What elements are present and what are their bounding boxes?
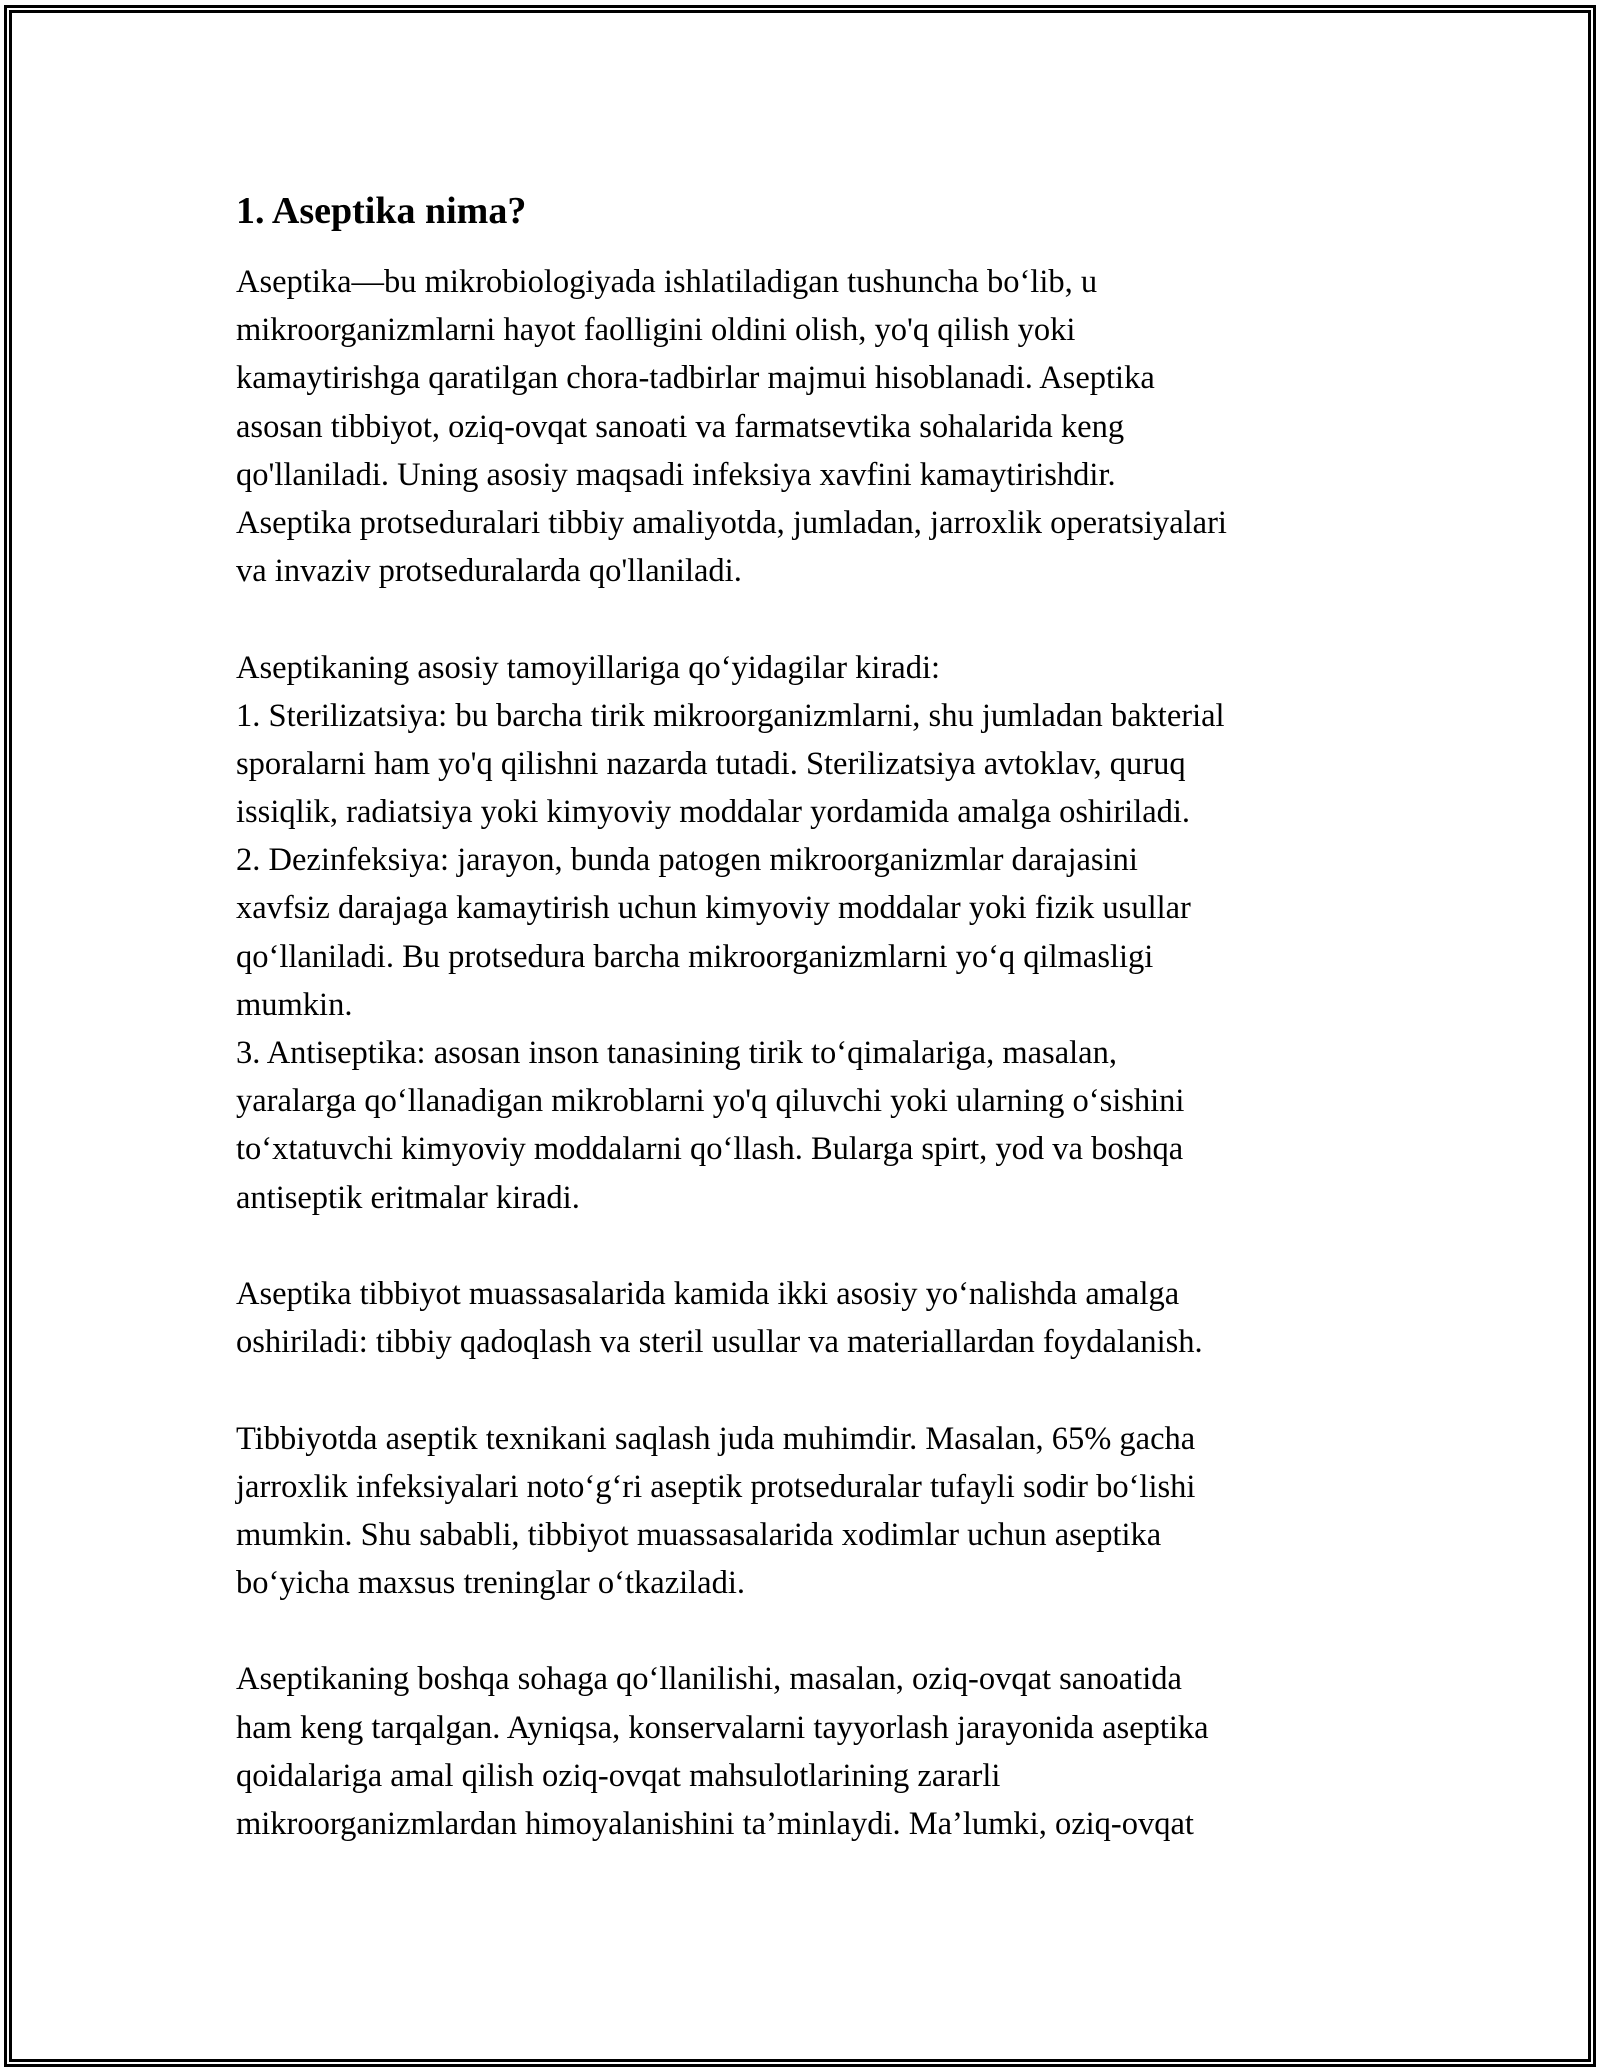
text-line: sporalarni ham yo'q qilishni nazarda tutadi. Sterilizatsiya avtoklav, quruq — [236, 745, 1186, 782]
paragraph-spacer — [236, 1222, 1366, 1270]
paragraph-definition — [236, 258, 1366, 595]
text-line: Aseptikaning boshqa sohaga qo‘llanilishi, masalan, oziq-ovqat sanoatida — [236, 1661, 1182, 1698]
text-line: qo'llaniladi. Uning asosiy maqsadi infeksiya xavfini kamaytirishdir. — [236, 456, 1116, 493]
text-line: xavfsiz darajaga kamaytirish uchun kimyoviy moddalar yoki fizik usullar — [236, 890, 1191, 927]
paragraph-medicine — [236, 1415, 1366, 1608]
text-line: asosan tibbiyot, oziq-ovqat sanoati va farmatsevtika sohalarida keng — [236, 408, 1125, 445]
text-line: bo‘yicha maxsus treninglar o‘tkaziladi. — [236, 1565, 746, 1602]
text-line: Aseptika tibbiyot muassasalarida kamida ikki asosiy yo‘nalishda amalga — [236, 1275, 1180, 1312]
text-line: mumkin. Shu sababli, tibbiyot muassasalarida xodimlar uchun aseptika — [236, 1516, 1162, 1553]
text-line: to‘xtatuvchi kimyoviy moddalarni qo‘llash. Bularga spirt, yod va boshqa — [236, 1131, 1184, 1168]
text-line: mumkin. — [236, 986, 353, 1023]
paragraph-spacer — [236, 1366, 1366, 1414]
text-line: ham keng tarqalgan. Ayniqsa, konservalarni tayyorlash jarayonida aseptika — [236, 1709, 1209, 1746]
text-line: antiseptik eritmalar kiradi. — [236, 1179, 580, 1216]
text-line: Tibbiyotda aseptik texnikani saqlash juda muhimdir. Masalan, 65% gacha — [236, 1420, 1196, 1457]
list-item-antiseptics: 3. Antiseptika: asosan inson tanasining tirik to‘qimalariga, masalan, — [236, 1035, 1117, 1071]
text-line: kamaytirishga qaratilgan chora-tadbirlar majmui hisoblanadi. Aseptika — [236, 360, 1155, 397]
section-heading: 1. Aseptika nima? — [236, 190, 527, 232]
text-line: Aseptikaning asosiy tamoyillariga qo‘yidagilar kiradi: — [236, 649, 941, 686]
paragraph-directions — [236, 1270, 1366, 1366]
text-line: mikroorganizmlarni hayot faolligini oldini olish, yo'q qilish yoki — [236, 312, 1076, 349]
paragraph-principles — [236, 644, 1366, 1222]
text-line: mikroorganizmlardan himoyalanishini ta’minlaydi. Ma’lumki, oziq-ovqat — [236, 1806, 1194, 1842]
text-line: va invaziv protseduralarda qo'llaniladi. — [236, 553, 742, 590]
text-line: Aseptika—bu mikrobiologiyada ishlatiladigan tushuncha bo‘lib, u — [236, 264, 1098, 300]
list-item-disinfection: 2. Dezinfeksiya: jarayon, bunda patogen mikroorganizmlar darajasini — [236, 842, 1138, 879]
text-line: issiqlik, radiatsiya yoki kimyoviy moddalar yordamida amalga oshiriladi. — [236, 794, 1191, 831]
text-line: qo‘llaniladi. Bu protsedura barcha mikroorganizmlarni yo‘q qilmasligi — [236, 938, 1154, 975]
paragraph-spacer — [236, 595, 1366, 643]
paragraph-food-industry — [236, 1655, 1366, 1848]
text-line: jarroxlik infeksiyalari noto‘g‘ri aseptik protseduralar tufayli sodir bo‘lishi — [236, 1468, 1196, 1505]
text-line: qoidalariga amal qilish oziq-ovqat mahsulotlarining zararli — [236, 1757, 1001, 1794]
list-item-sterilization: 1. Sterilizatsiya: bu barcha tirik mikroorganizmlarni, shu jumladan bakterial — [236, 697, 1225, 734]
text-line: Aseptika protseduralari tibbiy amaliyotda, jumladan, jarroxlik operatsiyalari — [236, 504, 1227, 541]
document-body — [236, 188, 1366, 1848]
text-line: yaralarga qo‘llanadigan mikroblarni yo'q qiluvchi yoki ularning o‘sishini — [236, 1083, 1185, 1120]
paragraph-spacer — [236, 1607, 1366, 1655]
text-line: oshiriladi: tibbiy qadoqlash va steril usullar va materiallardan foydalanish. — [236, 1324, 1203, 1361]
